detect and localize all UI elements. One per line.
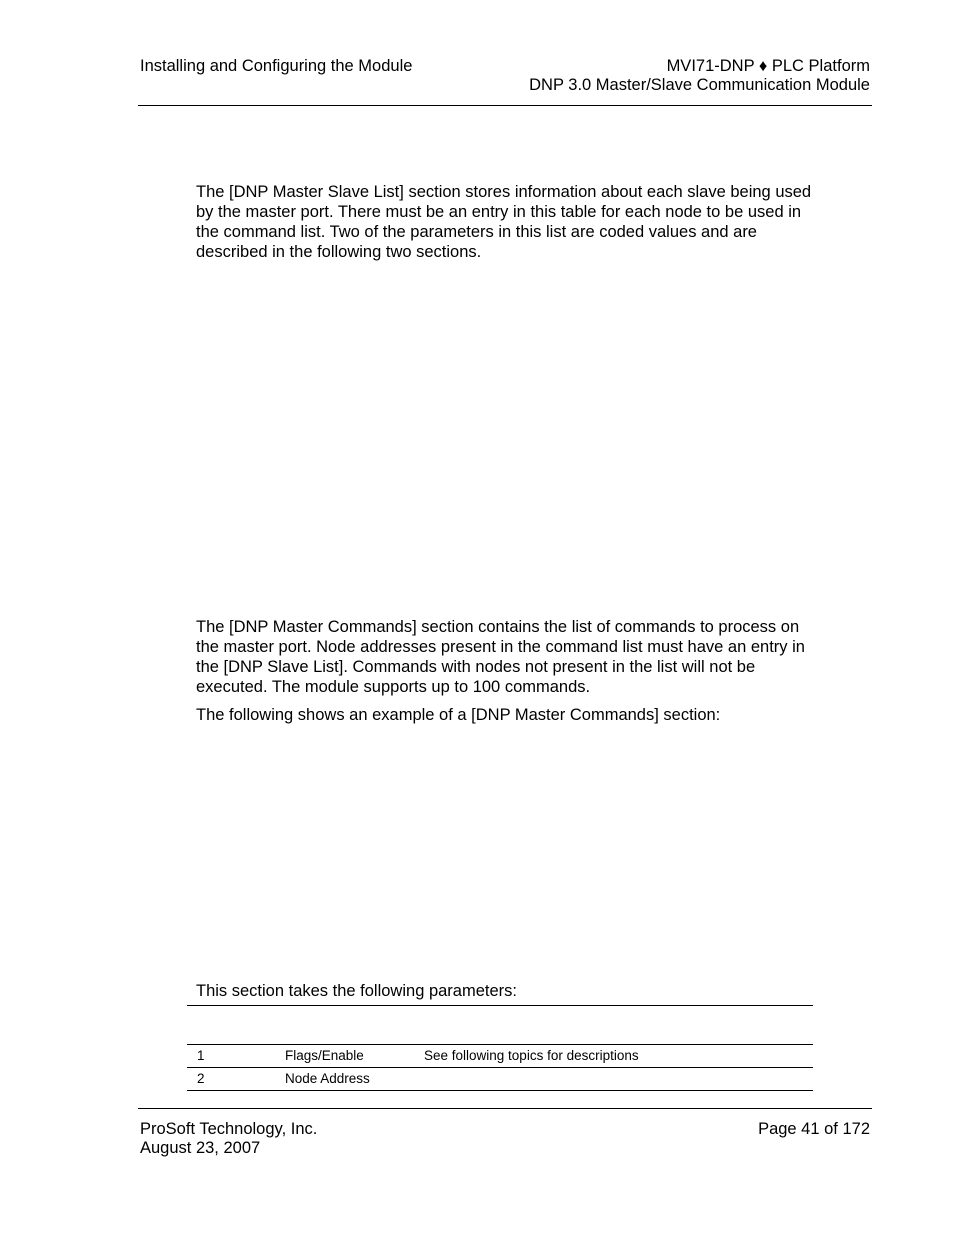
row-rule — [187, 1044, 813, 1045]
table-cell-number: 2 — [197, 1071, 205, 1086]
paragraph-master-commands: The [DNP Master Commands] section contains the list of commands to process on the master port. Node addresses present in the command list must have an entry in the [DNP Slave List]. Commands with nodes not present in the list will not be executed. The module supports up to 100 commands. — [196, 618, 805, 696]
header-rule — [138, 105, 872, 106]
paragraph-slave-list: The [DNP Master Slave List] section stores information about each slave being used by the master port. There must be an entry in this table for each node to be used in the command list. Two of the parameters in this list are coded values and are described in the following two sections. — [196, 183, 812, 261]
table-bottom-rule — [187, 1090, 813, 1091]
table-top-rule — [187, 1005, 813, 1006]
table-cell-number: 1 — [197, 1048, 205, 1063]
footer-date: August 23, 2007 — [140, 1139, 261, 1157]
footer-page-number: Page 41 of 172 — [758, 1120, 870, 1138]
header-product-subtitle: DNP 3.0 Master/Slave Communication Module — [529, 76, 870, 94]
header-product-line: MVI71-DNP ♦ PLC Platform — [666, 57, 870, 75]
parameters-table — [187, 1005, 813, 1091]
paragraph-parameters-intro: This section takes the following parameters: — [196, 982, 517, 1000]
footer-rule — [138, 1108, 872, 1109]
table-cell-parameter: Node Address — [285, 1071, 370, 1086]
table-row — [187, 1067, 813, 1090]
table-cell-parameter: Flags/Enable — [285, 1048, 364, 1063]
table-cell-description: See following topics for descriptions — [424, 1048, 639, 1063]
footer-company: ProSoft Technology, Inc. — [140, 1120, 318, 1138]
paragraph-example-intro: The following shows an example of a [DNP Master Commands] section: — [196, 706, 721, 724]
header-section-title: Installing and Configuring the Module — [140, 57, 413, 75]
table-row — [187, 1044, 813, 1067]
row-rule — [187, 1067, 813, 1068]
